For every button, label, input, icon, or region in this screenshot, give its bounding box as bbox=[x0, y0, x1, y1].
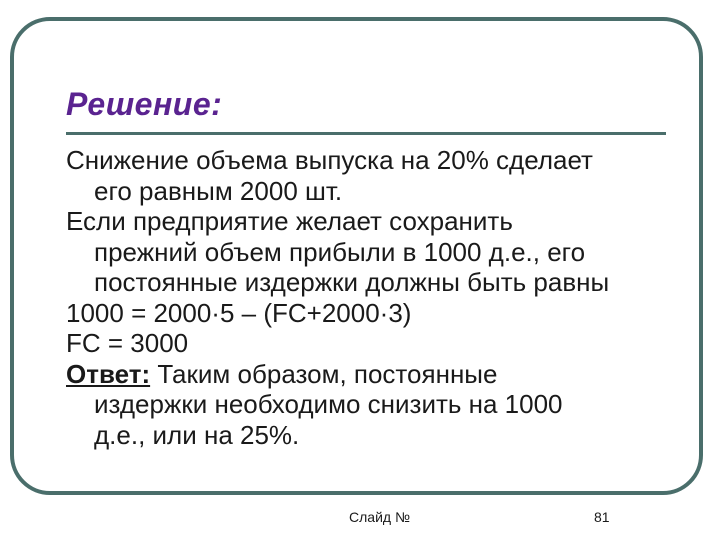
answer-label: Ответ: bbox=[66, 358, 151, 389]
slide-number-label: Слайд № bbox=[349, 509, 410, 525]
fc-result-text: FC = 3000 bbox=[66, 328, 189, 358]
text-line: постоянные издержки должны быть равны bbox=[94, 267, 610, 297]
title-divider bbox=[66, 132, 666, 135]
text-line: прежний объем прибыли в 1000 д.е., его bbox=[94, 236, 586, 267]
paragraph-equation bbox=[66, 298, 686, 329]
text-line: Если предприятие желает сохранить bbox=[66, 206, 513, 236]
slide-title: Решение: bbox=[66, 86, 223, 122]
text-line: Снижение объема выпуска на 20% сделает bbox=[66, 145, 593, 175]
text-line: д.е., или на 25%. bbox=[94, 419, 300, 450]
paragraph-volume-reduction bbox=[66, 145, 686, 206]
text-line: издержки необходимо снизить на 1000 bbox=[94, 389, 563, 419]
paragraph-fc-result bbox=[66, 328, 686, 359]
text-line: Таким образом, постоянные bbox=[150, 358, 498, 389]
slide-number: 81 bbox=[594, 509, 610, 525]
text-line: его равным 2000 шт. bbox=[94, 175, 343, 206]
slide-body bbox=[66, 145, 686, 450]
equation-text: 1000 = 2000·5 – (FC+2000·3) bbox=[66, 297, 412, 328]
paragraph-answer bbox=[66, 359, 686, 451]
paragraph-profit-condition bbox=[66, 206, 686, 298]
